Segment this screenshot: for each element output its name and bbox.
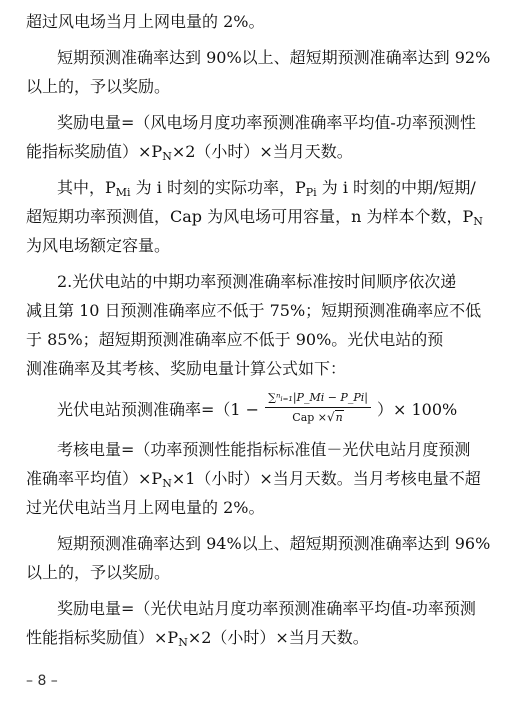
text: 准确率平均值）×P bbox=[26, 469, 163, 488]
paragraph-line bbox=[0, 628, 515, 653]
paragraph-line bbox=[0, 599, 515, 619]
text: ×2（小时）×当月天数。 bbox=[187, 628, 369, 647]
text: ×1（小时）×当月天数。当月考核电量不超 bbox=[171, 469, 481, 488]
text: 为风电场额定容量。 bbox=[26, 236, 171, 255]
text: 其中，P bbox=[57, 178, 116, 197]
formula-denominator-prefix: Cap × bbox=[292, 411, 328, 424]
paragraph-line bbox=[0, 12, 515, 32]
paragraph-line bbox=[0, 48, 515, 68]
subscript: N bbox=[162, 477, 172, 490]
paragraph-line bbox=[0, 498, 515, 518]
paragraph-line bbox=[0, 272, 515, 292]
text: 以上的，予以奖励。 bbox=[26, 77, 171, 96]
formula-denominator bbox=[292, 408, 343, 425]
paragraph-line bbox=[0, 178, 515, 203]
formula-lhs: 光伏电站预测准确率=（1 − bbox=[57, 399, 260, 419]
paragraph-line bbox=[0, 534, 515, 554]
text: 超短期功率预测值，Cap 为风电场可用容量，n 为样本个数，P bbox=[26, 207, 474, 226]
text: 为 i 时刻的中期/短期/ bbox=[316, 178, 476, 197]
paragraph-line bbox=[0, 359, 515, 379]
text: 奖励电量=（光伏电站月度功率预测准确率平均值-功率预测 bbox=[57, 599, 476, 618]
accuracy-formula bbox=[57, 385, 457, 431]
paragraph-line bbox=[0, 113, 515, 133]
paragraph-line bbox=[0, 142, 515, 167]
paragraph-line bbox=[0, 330, 515, 350]
formula-denominator-root: n bbox=[335, 411, 343, 424]
text: ×2（小时）×当月天数。 bbox=[171, 142, 353, 161]
text: 考核电量=（功率预测性能指标标准值－光伏电站月度预测 bbox=[57, 440, 471, 459]
text: 2.光伏电站的中期功率预测准确率标准按时间顺序依次递 bbox=[57, 272, 457, 291]
text: 奖励电量=（风电场月度功率预测准确率平均值-功率预测性 bbox=[57, 113, 476, 132]
sqrt-icon: √ bbox=[327, 410, 335, 424]
text: 能指标奖励值）×P bbox=[26, 142, 163, 161]
text: 性能指标奖励值）×P bbox=[26, 628, 179, 647]
subscript: N bbox=[473, 215, 483, 228]
formula-fraction bbox=[265, 391, 371, 425]
text: 短期预测准确率达到 90%以上、超短期预测准确率达到 92% bbox=[57, 48, 491, 67]
text: 超过风电场当月上网电量的 2%。 bbox=[26, 12, 265, 31]
paragraph-line bbox=[0, 236, 515, 256]
paragraph-line bbox=[0, 301, 515, 321]
subscript: N bbox=[178, 636, 188, 649]
paragraph-line bbox=[0, 469, 515, 494]
text: 过光伏电站当月上网电量的 2%。 bbox=[26, 498, 265, 517]
paragraph-line bbox=[0, 440, 515, 460]
text: 减且第 10 日预测准确率应不低于 75%；短期预测准确率应不低 bbox=[26, 301, 482, 320]
text: 为 i 时刻的实际功率，P bbox=[130, 178, 306, 197]
text: 测准确率及其考核、奖励电量计算公式如下： bbox=[26, 359, 347, 378]
subscript: N bbox=[162, 150, 172, 163]
text: 于 85%；超短期预测准确率应不低于 90%。光伏电站的预 bbox=[26, 330, 444, 349]
page-number: – 8 – bbox=[26, 673, 58, 689]
text: 短期预测准确率达到 94%以上、超短期预测准确率达到 96% bbox=[57, 534, 491, 553]
formula-rhs: ）× 100% bbox=[376, 399, 458, 419]
subscript: Mi bbox=[115, 186, 131, 199]
paragraph-line bbox=[0, 563, 515, 583]
formula-numerator: ∑ⁿᵢ₌₁|P_Mi − P_Pi| bbox=[265, 391, 371, 408]
paragraph-line bbox=[0, 207, 515, 232]
text: 以上的，予以奖励。 bbox=[26, 563, 171, 582]
subscript: Pi bbox=[305, 186, 317, 199]
paragraph-line bbox=[0, 77, 515, 97]
